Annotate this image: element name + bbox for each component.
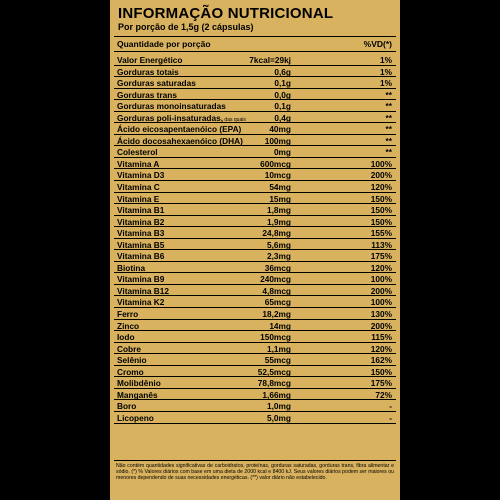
- nutrient-name: Vitamina B1: [117, 205, 165, 216]
- nutrient-name: Manganês: [117, 389, 158, 400]
- table-row: [114, 169, 396, 181]
- nutrient-name: Vitamina B9: [117, 274, 165, 285]
- nutrient-quantity: 1,66mg: [262, 389, 291, 400]
- table-row: [114, 262, 396, 274]
- nutrient-daily-value: **: [385, 112, 392, 123]
- nutrient-daily-value: 1%: [380, 55, 392, 65]
- nutrient-daily-value: 162%: [370, 355, 392, 366]
- nutrient-name: Ácido eicosapentaenóico (EPA): [117, 124, 242, 135]
- table-row: [114, 100, 396, 112]
- nutrient-name: Vitamina K2: [117, 297, 165, 308]
- nutrient-daily-value: 150%: [370, 216, 392, 227]
- nutrient-daily-value: -: [389, 412, 392, 423]
- nutrient-quantity: 52,5mcg: [257, 366, 291, 377]
- nutrient-quantity: 150mcg: [260, 332, 291, 343]
- nutrient-name: Ácido docosahexaenóico (DHA): [117, 135, 243, 146]
- nutrient-daily-value: 1%: [380, 78, 392, 89]
- table-row: [114, 354, 396, 366]
- nutrient-daily-value: 155%: [370, 228, 392, 239]
- nutrition-label: [110, 0, 400, 500]
- nutrient-name: Vitamina E: [117, 193, 160, 204]
- nutrient-name: Licopeno: [117, 412, 154, 423]
- nutrient-name: Gorduras poli-insaturadas, das quais: [117, 112, 246, 123]
- nutrient-name: Vitamina B2: [117, 216, 165, 227]
- nutrient-name: Gorduras saturadas: [117, 78, 196, 89]
- nutrient-daily-value: **: [385, 135, 392, 146]
- nutrient-name: Molibdênio: [117, 378, 161, 389]
- nutrient-quantity: 55mcg: [264, 355, 291, 366]
- footnote-divider: [114, 460, 396, 461]
- table-row: [114, 400, 396, 412]
- nutrient-daily-value: 120%: [370, 343, 392, 354]
- nutrient-quantity: 1,1mg: [267, 343, 291, 354]
- nutrient-daily-value: 113%: [371, 239, 392, 250]
- nutrient-daily-value: **: [385, 89, 392, 100]
- nutrient-quantity: 100mg: [264, 135, 291, 146]
- nutrient-table: [114, 54, 396, 424]
- nutrient-quantity: 18,2mg: [262, 309, 291, 320]
- nutrient-name: Iodo: [117, 332, 135, 343]
- table-row: [114, 66, 396, 78]
- nutrient-quantity: 2,3mg: [267, 251, 291, 262]
- nutrient-name: Gorduras trans: [117, 89, 177, 100]
- table-row: [114, 135, 396, 147]
- table-row: [114, 296, 396, 308]
- table-row: [114, 331, 396, 343]
- nutrient-quantity: 0,0g: [274, 89, 291, 100]
- table-row: [114, 181, 396, 193]
- nutrient-name: Vitamina D3: [117, 170, 165, 181]
- nutrient-daily-value: **: [385, 101, 392, 112]
- nutrient-name: Zinco: [117, 320, 140, 331]
- nutrient-daily-value: 200%: [370, 320, 392, 331]
- nutrient-daily-value: 100%: [370, 158, 392, 169]
- table-row: [114, 123, 396, 135]
- nutrient-name: Vitamina B6: [117, 251, 165, 262]
- nutrient-name: Selênio: [117, 355, 147, 366]
- nutrient-quantity: 240mcg: [260, 274, 291, 285]
- table-row: [114, 54, 396, 66]
- label-title: INFORMAÇÃO NUTRICIONAL: [118, 5, 334, 22]
- nutrient-name: Cobre: [117, 343, 141, 354]
- nutrient-daily-value: 120%: [370, 182, 392, 193]
- nutrient-quantity: 1,8mg: [267, 205, 291, 216]
- nutrient-quantity: 15mg: [269, 193, 291, 204]
- column-header-row: [114, 36, 396, 52]
- nutrient-quantity: 40mg: [269, 124, 291, 135]
- nutrient-quantity: 1,9mg: [267, 216, 291, 227]
- nutrient-name: Vitamina B12: [117, 285, 169, 296]
- nutrient-daily-value: 175%: [370, 251, 392, 262]
- table-row: [114, 273, 396, 285]
- table-row: [114, 158, 396, 170]
- table-row: [114, 216, 396, 228]
- nutrient-quantity: 5,0mg: [267, 412, 291, 423]
- nutrient-quantity: 10mcg: [264, 170, 291, 181]
- nutrient-name: Biotina: [117, 262, 146, 273]
- table-row: [114, 366, 396, 378]
- nutrient-qualifier: das quais: [223, 116, 246, 123]
- nutrient-name: Gorduras totais: [117, 66, 179, 77]
- footnote: Não contém quantidades significativas de carboidratos, proteínas, gorduras saturadas, gorduras trans, fibra alimentar e sódio. (*) % Valores diários com base em uma dieta de 2000 kcal e 8400 kJ. Seus valores diários podem ser maiores ou menores dependendo de suas necessidades energéticas. (**) valor diário não estabelecido.: [116, 463, 394, 482]
- nutrient-daily-value: 150%: [370, 193, 392, 204]
- table-row: [114, 343, 396, 355]
- nutrient-name: Vitamina B5: [117, 239, 165, 250]
- nutrient-quantity: 5,6mg: [267, 239, 291, 250]
- nutrient-quantity: 36mcg: [264, 262, 291, 273]
- table-row: [114, 112, 396, 124]
- nutrient-daily-value: 150%: [370, 205, 392, 216]
- table-row: [114, 377, 396, 389]
- table-row: [114, 146, 396, 158]
- nutrient-daily-value: 150%: [370, 366, 392, 377]
- table-row: [114, 239, 396, 251]
- nutrient-daily-value: 115%: [371, 332, 392, 343]
- nutrient-daily-value: 100%: [370, 297, 392, 308]
- nutrient-daily-value: **: [385, 147, 392, 158]
- table-row: [114, 389, 396, 401]
- nutrient-quantity: 0,1g: [274, 78, 291, 89]
- nutrient-daily-value: 130%: [370, 309, 392, 320]
- nutrient-name: Vitamina B3: [117, 228, 165, 239]
- nutrient-quantity: 1,0mg: [267, 401, 291, 412]
- nutrient-quantity: 78,8mcg: [257, 378, 291, 389]
- nutrient-daily-value: 200%: [370, 285, 392, 296]
- nutrient-name: Gorduras monoinsaturadas: [117, 101, 226, 112]
- nutrient-quantity: 0,4g: [274, 112, 291, 123]
- nutrient-daily-value: 200%: [370, 170, 392, 181]
- nutrient-quantity: 0mg: [273, 147, 291, 158]
- nutrient-quantity: 0,6g: [274, 66, 291, 77]
- column-header-quantity: Quantidade por porção: [117, 39, 211, 49]
- table-row: [114, 285, 396, 297]
- nutrient-daily-value: 72%: [375, 389, 392, 400]
- nutrient-daily-value: 120%: [370, 262, 392, 273]
- nutrient-quantity: 65mcg: [264, 297, 291, 308]
- table-row: [114, 227, 396, 239]
- nutrient-daily-value: **: [385, 124, 392, 135]
- nutrient-daily-value: -: [389, 401, 392, 412]
- table-row: [114, 250, 396, 262]
- nutrient-name: Ferro: [117, 309, 139, 320]
- nutrient-daily-value: 1%: [380, 66, 392, 77]
- nutrient-quantity: 0,1g: [274, 101, 291, 112]
- serving-size: Por porção de 1,5g (2 cápsulas): [118, 22, 254, 32]
- nutrient-daily-value: 100%: [370, 274, 392, 285]
- table-row: [114, 89, 396, 101]
- nutrient-quantity: 14mg: [269, 320, 291, 331]
- nutrient-name: Vitamina A: [117, 158, 160, 169]
- nutrient-name: Boro: [117, 401, 137, 412]
- table-row: [114, 412, 396, 424]
- nutrient-quantity: 54mg: [269, 182, 291, 193]
- table-row: [114, 308, 396, 320]
- table-row: [114, 204, 396, 216]
- nutrient-quantity: 600mcg: [260, 158, 291, 169]
- nutrient-quantity: 4,8mcg: [262, 285, 291, 296]
- nutrient-quantity: 7kcal=29kj: [249, 55, 291, 65]
- nutrient-quantity: 24,8mg: [262, 228, 291, 239]
- nutrient-name: Colesterol: [117, 147, 158, 158]
- nutrient-name: Valor Energético: [117, 55, 183, 65]
- column-header-daily-value: %VD(*): [363, 39, 392, 49]
- table-row: [114, 320, 396, 332]
- nutrient-name: Vitamina C: [117, 182, 160, 193]
- table-row: [114, 77, 396, 89]
- nutrient-name: Cromo: [117, 366, 144, 377]
- nutrient-daily-value: 175%: [370, 378, 392, 389]
- table-row: [114, 193, 396, 205]
